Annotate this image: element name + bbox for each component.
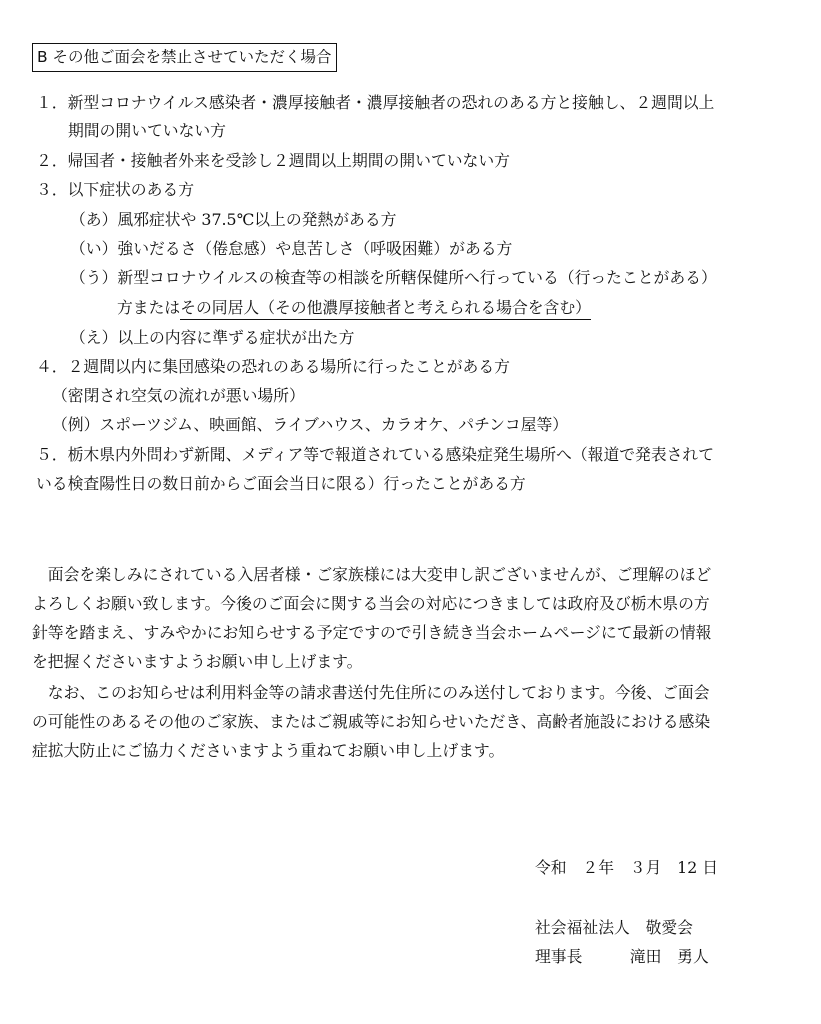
sub-item-label: （あ） <box>70 210 118 229</box>
paragraph-2-line-3: 症拡大防止にご協力くださいますよう重ねてお願い申し上げます。 <box>32 741 505 760</box>
paragraph-1-line-1: 面会を楽しみにされている入居者様・ご家族様には大変申し訳ございませんが、ご理解のほど <box>32 565 712 584</box>
signatory-name: 理事長 滝田 勇人 <box>535 947 709 966</box>
sub-item-text-plain: 方または <box>117 298 181 317</box>
item-text: 新型コロナウイルス感染者・濃厚接触者・濃厚接触者の恐れのある方と接触し、２週間以上 <box>67 93 715 112</box>
sub-item-text: 風邪症状や 37.5℃以上の発熱がある方 <box>117 210 397 229</box>
sub-item-u-continued <box>117 298 591 318</box>
sub-item-label: （え） <box>70 328 118 347</box>
sub-item-text: 新型コロナウイルスの検査等の相談を所轄保健所へ行っている（行ったことがある） <box>117 268 717 287</box>
list-item-1 <box>36 93 714 113</box>
list-item-4-note: （密閉され空気の流れが悪い場所） <box>52 386 305 405</box>
section-heading: B その他ご面会を禁止させていただく場合 <box>32 43 337 72</box>
item-text: 栃木県内外問わず新聞、メディア等で報道されている感染症発生場所へ（報道で発表されて <box>67 445 715 464</box>
issue-date: 令和 ２年 ３月 12 日 <box>535 858 719 877</box>
paragraph-1-line-3: 針等を踏まえ、すみやかにお知らせする予定ですので引き続き当会ホームページにて最新の情報 <box>32 623 712 642</box>
list-item-2 <box>36 151 510 171</box>
item-text: 以下症状のある方 <box>67 180 194 199</box>
item-number: ３． <box>36 180 68 199</box>
item-number: １． <box>36 93 68 112</box>
item-number: ２． <box>36 151 68 170</box>
paragraph-1-line-2: よろしくお願い致します。今後のご面会に関する当会の対応につきましては政府及び栃木県の方 <box>32 594 710 613</box>
paragraph-1-line-4: を把握くださいますようお願い申し上げます。 <box>32 652 363 671</box>
underlined-text: その同居人（その他濃厚接触者と考えられる場合を含む） <box>180 298 591 320</box>
sub-item-e <box>70 328 354 348</box>
item-text: ２週間以内に集団感染の恐れのある場所に行ったことがある方 <box>67 357 510 376</box>
sub-item-label: （い） <box>70 239 118 258</box>
paragraph-2-line-1: なお、このお知らせは利用料金等の請求書送付先住所にのみ送付しております。今後、ご面会 <box>32 683 710 702</box>
list-item-4-example: （例）スポーツジム、映画館、ライブハウス、カラオケ、パチンコ屋等） <box>52 415 569 434</box>
item-number: ４． <box>36 357 68 376</box>
item-number: ５． <box>36 445 68 464</box>
list-item-5 <box>36 445 714 465</box>
sub-item-a <box>70 210 396 230</box>
sub-item-u <box>70 268 717 288</box>
item-text: 帰国者・接触者外来を受診し２週間以上期間の開いていない方 <box>67 151 510 170</box>
sub-item-text: 強いだるさ（倦怠感）や息苦しさ（呼吸困難）がある方 <box>117 239 513 258</box>
list-item-4 <box>36 357 510 377</box>
paragraph-2-line-2: の可能性のあるその他のご家族、またはご親戚等にお知らせいただき、高齢者施設における感染 <box>32 712 711 731</box>
list-item-1-continued: 期間の開いていない方 <box>68 121 226 140</box>
organization-name: 社会福祉法人 敬愛会 <box>535 918 693 937</box>
sub-item-text: 以上の内容に準ずる症状が出た方 <box>117 328 355 347</box>
list-item-5-continued: いる検査陽性日の数日前からご面会当日に限る）行ったことがある方 <box>36 474 526 493</box>
sub-item-i <box>70 239 512 259</box>
list-item-3 <box>36 180 194 200</box>
sub-item-label: （う） <box>70 268 118 287</box>
